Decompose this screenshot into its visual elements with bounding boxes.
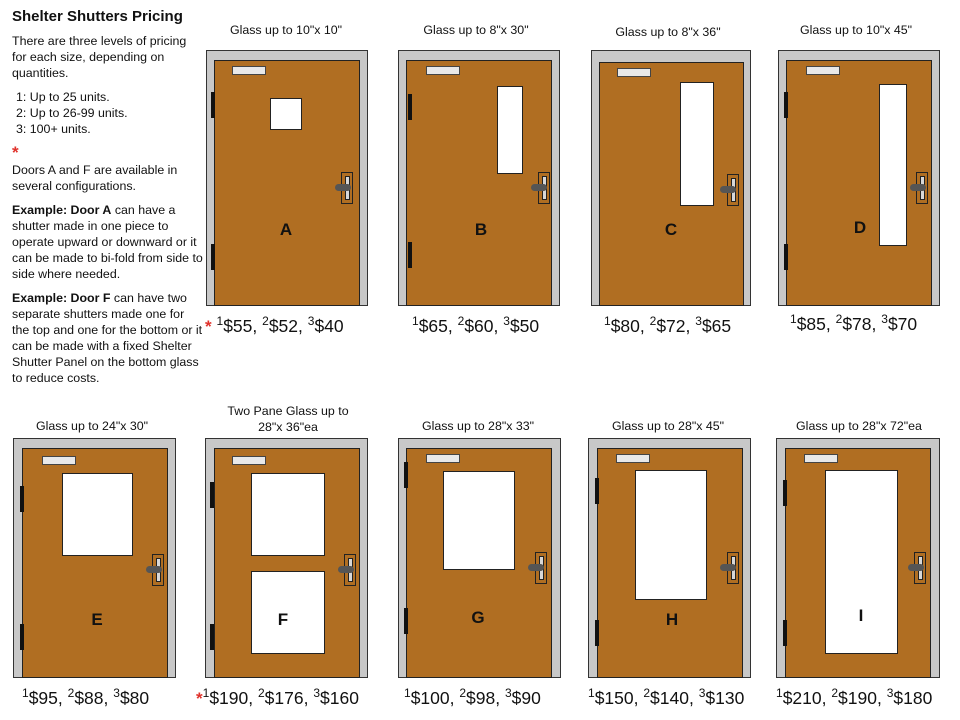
price-level-3: $90 bbox=[511, 688, 541, 708]
door-g-price: $^1$\$100, $^2$\$98, $^3$\$90 bbox=[404, 686, 541, 708]
price-level-2: $78, bbox=[842, 314, 882, 334]
example-door-f bbox=[12, 290, 204, 386]
door-closer-icon bbox=[42, 456, 76, 465]
door-closer-icon bbox=[806, 66, 840, 75]
hinge-icon bbox=[595, 620, 599, 646]
intro-text: There are three levels of pricing for each size, depending on quantities. bbox=[12, 34, 187, 80]
door-g-letter: G bbox=[471, 608, 485, 627]
door-a-letter: A bbox=[279, 220, 293, 239]
door-a-label: Glass up to 10"x 10" bbox=[229, 23, 343, 37]
price-level-2: $98, bbox=[466, 688, 505, 708]
price-level-1: $55, bbox=[223, 316, 263, 336]
door-i-label: Glass up to 28"x 72"ea bbox=[796, 419, 922, 433]
door-c-label: Glass up to 8"x 36" bbox=[615, 25, 721, 39]
glass-pane bbox=[635, 470, 707, 600]
door-lever-icon bbox=[528, 564, 544, 571]
price-level-3: $180 bbox=[893, 688, 933, 708]
door-f-label-line-2: 28"x 36"ea bbox=[258, 420, 318, 434]
pricing-level-3: 3: 100+ units. bbox=[16, 122, 91, 136]
example-door-a-label: Example: Door A bbox=[12, 203, 112, 217]
door-leaf bbox=[786, 60, 932, 306]
door-i-letter: I bbox=[858, 606, 864, 625]
price-level-1: $210, bbox=[782, 688, 832, 708]
door-leaf bbox=[406, 60, 552, 306]
asterisk-icon: * bbox=[12, 143, 19, 162]
door-lever-icon bbox=[910, 184, 926, 191]
price-level-2: $176, bbox=[264, 688, 314, 708]
door-lever-icon bbox=[531, 184, 547, 191]
door-lever-icon bbox=[720, 564, 736, 571]
glass-pane bbox=[680, 82, 714, 206]
door-f-letter: F bbox=[277, 610, 289, 629]
hinge-icon bbox=[408, 94, 412, 120]
price-level-1: $100, bbox=[410, 688, 460, 708]
price-level-3: $80 bbox=[119, 688, 150, 708]
door-leaf bbox=[214, 60, 360, 306]
price-level-1: $80, bbox=[610, 316, 650, 336]
door-h-price: $^1$\$150, $^2$\$140, $^3$\$130 bbox=[588, 686, 745, 708]
door-b-letter: B bbox=[474, 220, 488, 239]
price-level-1: $150, bbox=[594, 688, 644, 708]
hinge-icon bbox=[210, 624, 214, 650]
door-b-label: Glass up to 8"x 30" bbox=[423, 23, 529, 37]
example-door-a bbox=[12, 202, 204, 282]
hinge-icon bbox=[784, 244, 788, 270]
door-i-price: $^1$\$210, $^2$\$190, $^3$\$180 bbox=[776, 686, 933, 708]
door-a-price: * $^1$\$55, $^2$\$52, $^3$\$40 bbox=[205, 314, 344, 336]
door-closer-icon bbox=[616, 454, 650, 463]
price-level-1: $190, bbox=[209, 688, 258, 708]
hinge-icon bbox=[404, 462, 408, 488]
door-g-label: Glass up to 28"x 33" bbox=[421, 419, 535, 433]
page-title: Shelter Shutters Pricing bbox=[12, 8, 183, 25]
pricing-level-1: 1: Up to 25 units. bbox=[16, 90, 110, 104]
asterisk-icon: * bbox=[196, 689, 203, 708]
door-closer-icon bbox=[426, 66, 460, 75]
price-level-3: $130 bbox=[705, 688, 745, 708]
door-e-label: Glass up to 24"x 30" bbox=[35, 419, 149, 433]
price-level-1: $85, bbox=[796, 314, 836, 334]
price-level-2: $72, bbox=[656, 316, 696, 336]
hinge-icon bbox=[783, 480, 787, 506]
hinge-icon bbox=[404, 608, 408, 634]
price-level-3: $65 bbox=[701, 316, 732, 336]
price-level-3: $160 bbox=[320, 688, 359, 708]
glass-pane-top bbox=[251, 473, 325, 556]
price-level-2: $60, bbox=[464, 316, 504, 336]
glass-pane bbox=[443, 471, 515, 570]
price-level-1: $95, bbox=[28, 688, 68, 708]
configuration-note-text: Doors A and F are available in several configurations. bbox=[12, 163, 178, 193]
door-h-letter: H bbox=[665, 610, 679, 629]
hinge-icon bbox=[408, 242, 412, 268]
example-door-f-label: Example: Door F bbox=[12, 291, 111, 305]
door-lever-icon bbox=[146, 566, 162, 573]
door-e-letter: E bbox=[91, 610, 103, 629]
hinge-icon bbox=[784, 92, 788, 118]
door-c-letter: C bbox=[664, 220, 678, 239]
hinge-icon bbox=[210, 482, 214, 508]
door-lever-icon bbox=[335, 184, 351, 191]
door-d-letter: D bbox=[853, 218, 867, 237]
intro-panel bbox=[12, 8, 204, 394]
price-level-2: $88, bbox=[74, 688, 114, 708]
price-level-2: $140, bbox=[650, 688, 699, 708]
door-e-price: $^1$\$95, $^2$\$88, $^3$\$80 bbox=[22, 686, 150, 708]
glass-pane bbox=[497, 86, 523, 174]
price-level-1: $65, bbox=[418, 316, 458, 336]
glass-pane bbox=[825, 470, 898, 654]
door-c-price: $^1$\$80, $^2$\$72, $^3$\$65 bbox=[604, 314, 732, 336]
door-b-price: $^1$\$65, $^2$\$60, $^3$\$50 bbox=[412, 314, 540, 336]
door-lever-icon bbox=[908, 564, 924, 571]
glass-pane bbox=[270, 98, 302, 130]
glass-pane bbox=[62, 473, 133, 556]
hinge-icon bbox=[595, 478, 599, 504]
price-level-3: $40 bbox=[314, 316, 344, 336]
door-f-label-line-1: Two Pane Glass up to bbox=[227, 404, 349, 418]
hinge-icon bbox=[211, 92, 215, 118]
door-closer-icon bbox=[232, 66, 266, 75]
pricing-level-2: 2: Up to 26-99 units. bbox=[16, 106, 128, 120]
price-level-3: $70 bbox=[887, 314, 918, 334]
pricing-levels bbox=[16, 89, 204, 137]
hinge-icon bbox=[211, 244, 215, 270]
asterisk-icon: * bbox=[205, 317, 212, 336]
example-door-a-text: can have a shutter made in one piece to operate upward or downward or it can be made to bi-fold from side to side where needed. bbox=[12, 203, 203, 281]
door-f-price: *$^1$\$190, $^2$\$176, $^3$\$160 bbox=[196, 686, 359, 708]
price-level-2: $52, bbox=[268, 316, 308, 336]
door-closer-icon bbox=[804, 454, 838, 463]
door-lever-icon bbox=[338, 566, 354, 573]
hinge-icon bbox=[783, 620, 787, 646]
price-level-3: $50 bbox=[509, 316, 540, 336]
door-d-price: $^1$\$85, $^2$\$78, $^3$\$70 bbox=[790, 312, 918, 334]
door-leaf bbox=[599, 62, 744, 306]
hinge-icon bbox=[20, 624, 24, 650]
glass-pane bbox=[879, 84, 907, 246]
door-lever-icon bbox=[720, 186, 736, 193]
hinge-icon bbox=[20, 486, 24, 512]
door-h-label: Glass up to 28"x 45" bbox=[611, 419, 725, 433]
example-door-f-text: can have two separate shutters made one for the top and one for the bottom or it can be made with a fixed Shelter Shutter Panel on the bottom glass to reduce costs. bbox=[12, 291, 203, 385]
door-f-label bbox=[208, 403, 368, 435]
door-closer-icon bbox=[426, 454, 460, 463]
configuration-note bbox=[12, 145, 204, 194]
door-d-label: Glass up to 10"x 45" bbox=[799, 23, 913, 37]
door-closer-icon bbox=[617, 68, 651, 77]
door-closer-icon bbox=[232, 456, 266, 465]
price-level-2: $190, bbox=[838, 688, 887, 708]
